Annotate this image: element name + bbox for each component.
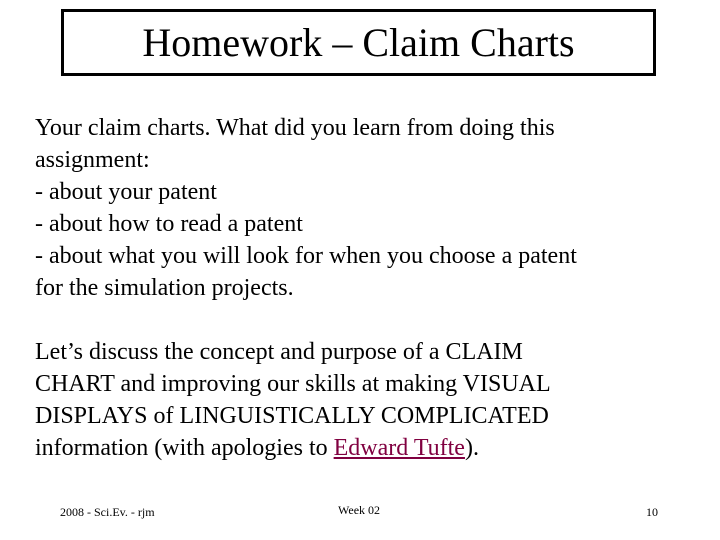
body-line: Let’s discuss the concept and purpose of a CLAIM (35, 339, 523, 365)
footer-course: 2008 - Sci.Ev. - rjm (60, 505, 155, 519)
line-prefix: information (with apologies to (35, 435, 334, 461)
line-suffix: ). (464, 435, 479, 461)
paragraph-discussion (35, 336, 705, 464)
slide-title: Homework – Claim Charts (142, 19, 575, 65)
title-box (61, 9, 656, 76)
body-line: CHART and improving our skills at making VISUAL (35, 371, 551, 397)
body-line: for the simulation projects. (35, 275, 294, 301)
body-line: - about your patent (35, 179, 217, 205)
slide-body (35, 112, 705, 464)
body-line-with-link (35, 432, 705, 464)
body-line: - about what you will look for when you choose a patent (35, 243, 577, 269)
paragraph-assignment (35, 112, 705, 304)
footer-week: Week 02 (338, 503, 381, 517)
footer-page-number: 10 (646, 505, 658, 519)
body-line: - about how to read a patent (35, 211, 303, 237)
body-line: Your claim charts. What did you learn from doing this (35, 115, 555, 141)
edward-tufte-link[interactable]: Edward Tufte (333, 435, 465, 461)
body-line: DISPLAYS of LINGUISTICALLY COMPLICATED (35, 403, 549, 429)
body-line: assignment: (35, 147, 150, 173)
